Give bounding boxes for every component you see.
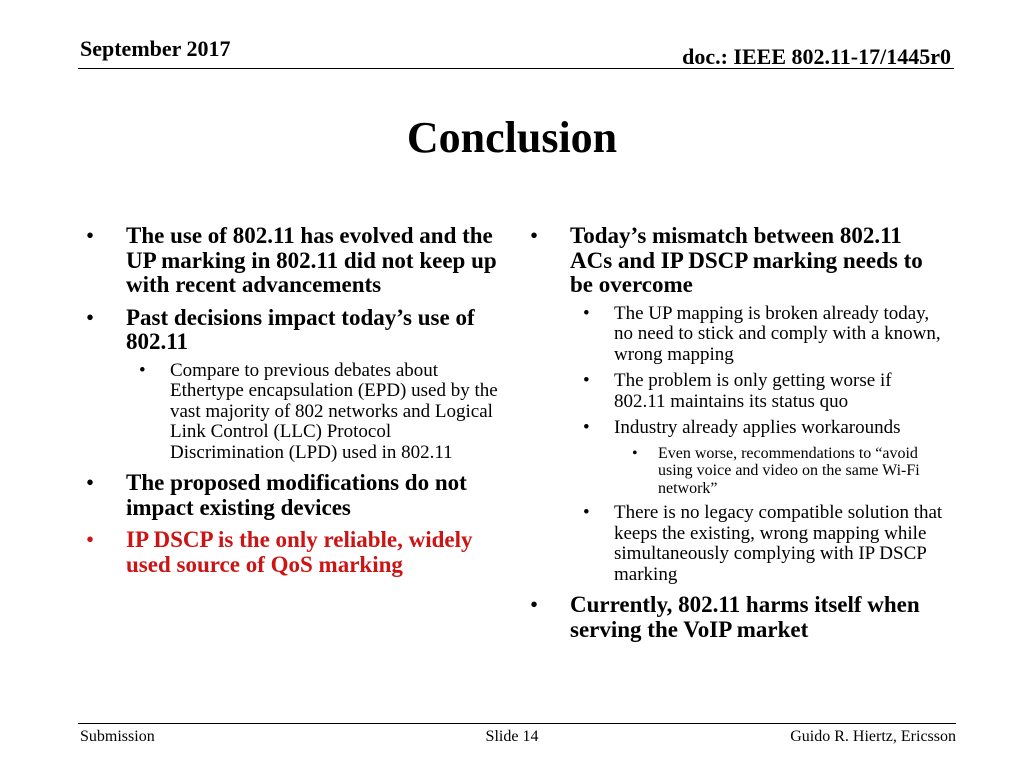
slide-title: Conclusion (406, 113, 618, 162)
bullet-item (80, 306, 500, 355)
bullet-icon: • (86, 223, 95, 248)
bullet-icon: • (583, 417, 590, 438)
bullet-icon: • (530, 223, 539, 248)
bullet-icon: • (86, 527, 95, 552)
bullet-icon: • (632, 444, 638, 462)
left-column (80, 224, 500, 577)
header-rule (78, 68, 954, 69)
footer-rule (78, 723, 956, 724)
sub-bullet-item (524, 371, 944, 412)
bullet-text: Industry already applies workarounds (614, 417, 901, 438)
bullet-icon: • (86, 470, 95, 495)
bullet-icon: • (583, 302, 590, 324)
bullet-text: The proposed modifications do not impact existing devices (126, 470, 467, 520)
sub-sub-bullet-item (524, 445, 944, 498)
bullet-text: The UP mapping is broken already today, no need to stick and comply with a known, wrong mapping (614, 302, 941, 365)
bullet-text: Past decisions impact today’s use of 802.11 (126, 304, 475, 354)
bullet-text: The problem is only getting worse if 802.11 maintains its status quo (614, 370, 892, 412)
footer-slide-number: Slide 14 (485, 728, 539, 745)
bullet-item-highlighted (80, 528, 500, 577)
bullet-text: There is no legacy compatible solution that keeps the existing, wrong mapping while simultaneously complying with IP DSCP marking (614, 502, 943, 585)
bullet-text: Currently, 802.11 harms itself when serving the VoIP market (570, 592, 920, 642)
bullet-icon: • (139, 359, 146, 381)
header-doc-id: doc.: IEEE 802.11-17/1445r0 (682, 44, 951, 69)
bullet-icon: • (530, 592, 539, 617)
bullet-text: The use of 802.11 has evolved and the UP marking in 802.11 did not keep up with recent advancements (126, 223, 497, 297)
bullet-text: Compare to previous debates about Ethertype encapsulation (EPD) used by the vast majority of 802 networks and Logical Link Control (LLC) Protocol Discrimination (LPD) used in 802.11 (170, 359, 498, 463)
bullet-item (80, 471, 500, 520)
bullet-icon: • (583, 370, 590, 391)
header-date: September 2017 (80, 36, 231, 61)
footer-submission: Submission (80, 728, 155, 745)
bullet-item (524, 224, 944, 298)
footer-author: Guido R. Hiertz, Ericsson (790, 728, 956, 745)
sub-bullet-item (80, 361, 500, 464)
bullet-icon: • (86, 304, 95, 330)
bullet-icon: • (583, 502, 590, 523)
sub-bullet-item (524, 418, 944, 439)
sub-bullet-item (524, 304, 944, 366)
bullet-text: Today’s mismatch between 802.11 ACs and IP DSCP marking needs to be overcome (570, 223, 923, 297)
bullet-text: Even worse, recommendations to “avoid using voice and video on the same Wi-Fi network” (658, 444, 920, 497)
bullet-item (524, 593, 944, 642)
right-column (524, 224, 944, 642)
bullet-text: IP DSCP is the only reliable, widely used source of QoS marking (126, 527, 473, 577)
sub-bullet-item (524, 503, 944, 585)
bullet-item (80, 224, 500, 298)
